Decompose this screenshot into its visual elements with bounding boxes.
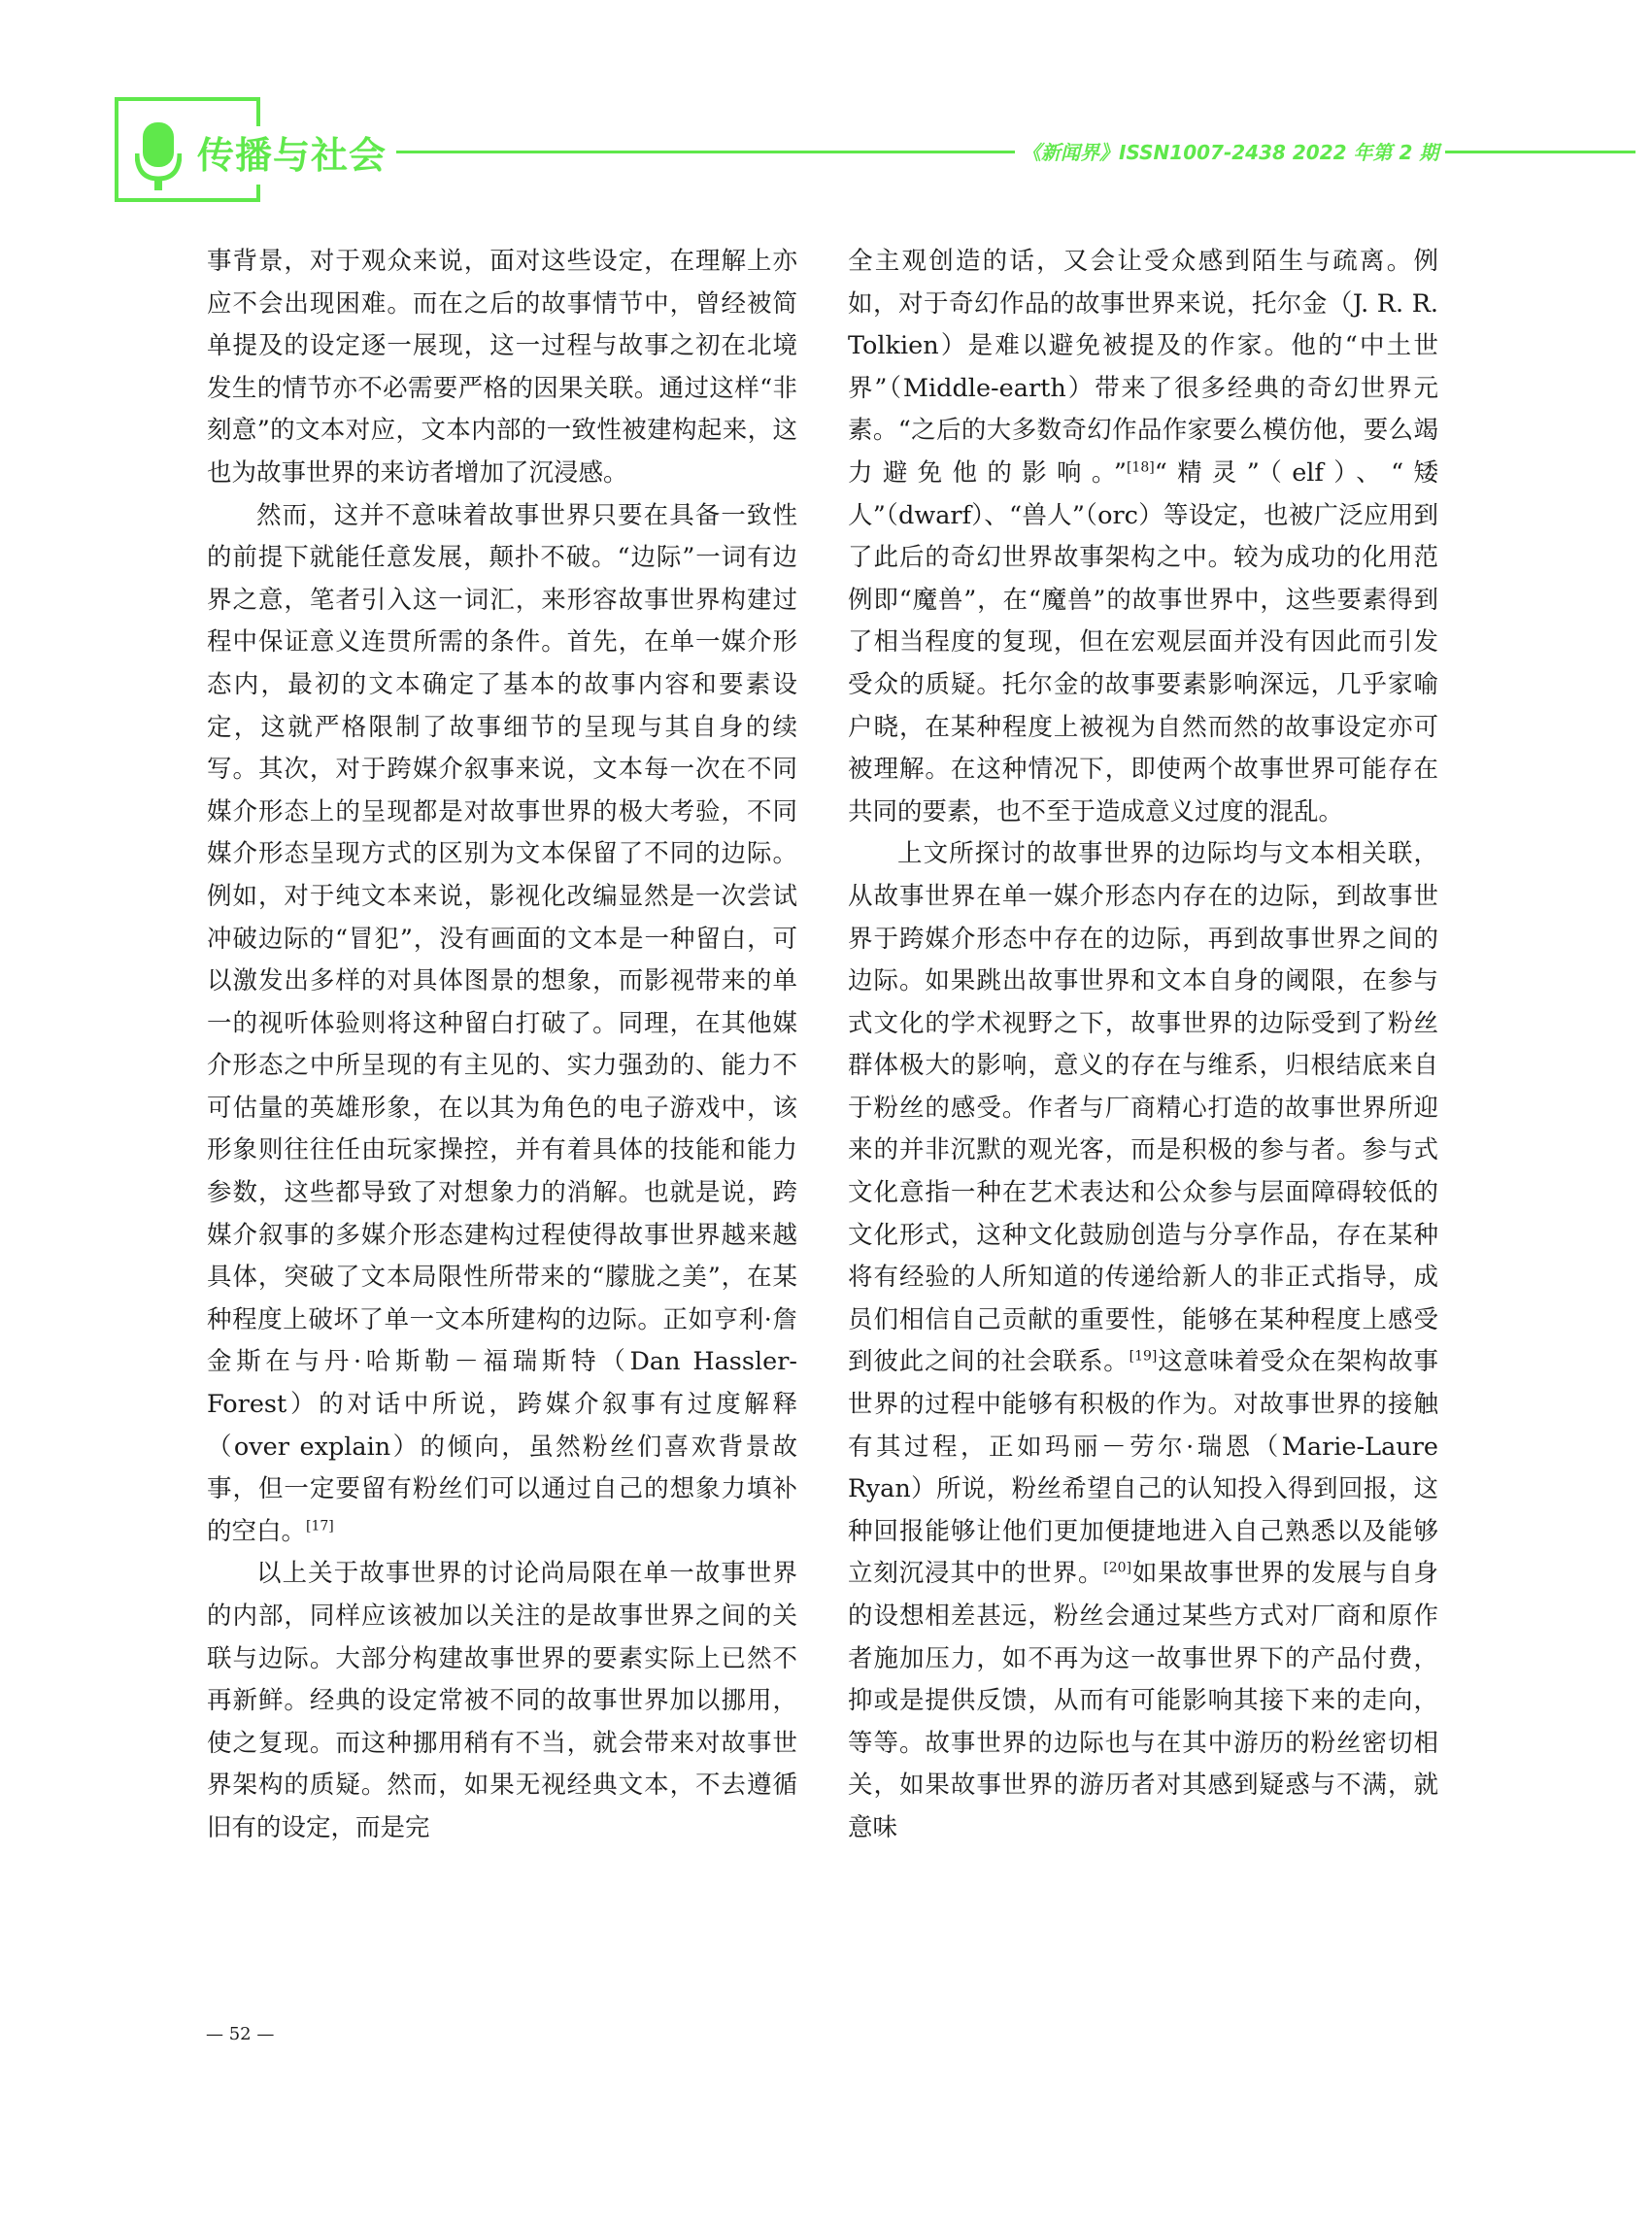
text-column-right (848, 241, 1438, 1850)
section-title: 传播与社会 (189, 126, 396, 185)
paragraph-text: 事背景，对于观众来说，面对这些设定，在理解上亦应不会出现困难。而在之后的故事情节中，曾经被简单提及的设定逐一展现，这一过程与故事之初在北境发生的情节亦不必需要严格的因果关联。通过这样“非刻意”的文本对应，文本内部的一致性被建构起来，这也为故事世界的来访者增加了沉浸感。 (207, 247, 797, 488)
paragraph (207, 495, 797, 1554)
paragraph-text: 以上关于故事世界的讨论尚局限在单一故事世界的内部，同样应该被加以关注的是故事世界之间的关联与边际。大部分构建故事世界的要素实际上已然不再新鲜。经典的设定常被不同的故事世界加以挪用，使之复现。而这种挪用稍有不当，就会带来对故事世界架构的质疑。然而，如果无视经典文本，不去遵循旧有的设定，而是完 (207, 1559, 797, 1842)
citation-ref: [20] (1103, 1560, 1132, 1576)
paragraph-text: 如果故事世界的发展与自身的设想相差甚远，粉丝会通过某些方式对厂商和原作者施加压力，如不再为这一故事世界下的产品付费，抑或是提供反馈，从而有可能影响其接下来的走向，等等。故事世界的边际也与在其中游历的粉丝密切相关，如果故事世界的游历者对其感到疑惑与不满，就意味 (848, 1559, 1438, 1842)
journal-info: 《新闻界》ISSN1007-2438 2022 年第 2 期 (1022, 141, 1439, 164)
paragraph (207, 1553, 797, 1849)
header-rule-right (1445, 151, 1635, 153)
paragraph-text: 上文所探讨的故事世界的边际均与文本相关联，从故事世界在单一媒介形态内存在的边际，到故事世界于跨媒介形态中存在的边际，再到故事世界之间的边际。如果跳出故事世界和文本自身的阈限，在参与式文化的学术视野之下，故事世界的边际受到了粉丝群体极大的影响，意义的存在与维系，归根结底来自于粉丝的感受。作者与厂商精心打造的故事世界所迎来的并非沉默的观光客，而是积极的参与者。参与式文化意指一种在艺术表达和公众参与层面障碍较低的文化形式，这种文化鼓励创造与分享作品，存在某种将有经验的人所知道的传递给新人的非正式指导，成员们相信自己贡献的重要性，能够在某种程度上感受到彼此之间的社会联系。 (848, 839, 1438, 1377)
paragraph (207, 241, 797, 495)
text-column-left (207, 241, 797, 1850)
citation-ref: [18] (1126, 459, 1155, 476)
paragraph (848, 241, 1438, 833)
paragraph-text: 这意味着受众在架构故事世界的过程中能够有积极的作为。对故事世界的接触有其过程，正如玛丽－劳尔·瑞恩（Marie-Laure Ryan）所说，粉丝希望自己的认知投入得到回报，这种回报能够让他们更加便捷地进入自己熟悉以及能够立刻沉浸其中的世界。 (848, 1347, 1438, 1589)
paragraph (848, 833, 1438, 1849)
paragraph-text: “精灵”（elf）、“矮人”（dwarf）、“兽人”（orc）等设定，也被广泛应用到了此后的奇幻世界故事架构之中。较为成功的化用范例即“魔兽”，在“魔兽”的故事世界中，这些要素得到了相当程度的复现，但在宏观层面并没有因此而引发受众的质疑。托尔金的故事要素影响深远，几乎家喻户晓，在某种程度上被视为自然而然的故事设定亦可被理解。在这种情况下，即使两个故事世界可能存在共同的要素，也不至于造成意义过度的混乱。 (848, 457, 1438, 826)
citation-ref: [19] (1129, 1348, 1158, 1365)
paragraph-text: 全主观创造的话，又会让受众感到陌生与疏离。例如，对于奇幻作品的故事世界来说，托尔金（J. R. R. Tolkien）是难以避免被提及的作家。他的“中土世界”（Middle-earth）带来了很多经典的奇幻世界元素。“之后的大多数奇幻作品作家要么模仿他，要么竭力避免他的影响。” (848, 247, 1438, 488)
citation-ref: [17] (306, 1518, 334, 1535)
paragraph-text: 然而，这并不意味着故事世界只要在具备一致性的前提下就能任意发展，颠扑不破。“边际”一词有边界之意，笔者引入这一词汇，来形容故事世界构建过程中保证意义连贯所需的条件。首先，在单一媒介形态内，最初的文本确定了基本的故事内容和要素设定，这就严格限制了故事细节的呈现与其自身的续写。其次，对于跨媒介叙事来说，文本每一次在不同媒介形态上的呈现都是对故事世界的极大考验，不同媒介形态呈现方式的区别为文本保留了不同的边际。例如，对于纯文本来说，影视化改编显然是一次尝试冲破边际的“冒犯”，没有画面的文本是一种留白，可以激发出多样的对具体图景的想象，而影视带来的单一的视听体验则将这种留白打破了。同理，在其他媒介形态之中所呈现的有主见的、实力强劲的、能力不可估量的英雄形象，在以其为角色的电子游戏中，该形象则往往任由玩家操控，并有着具体的技能和能力参数，这些都导致了对想象力的消解。也就是说，跨媒介叙事的多媒介形态建构过程使得故事世界越来越具体，突破了文本局限性所带来的“朦胧之美”，在某种程度上破坏了单一文本所建构的边际。正如亨利·詹金斯在与丹·哈斯勒－福瑞斯特（Dan Hassler-Forest）的对话中所说，跨媒介叙事有过度解释（over explain）的倾向，虽然粉丝们喜欢背景故事，但一定要留有粉丝们可以通过自己的想象力填补的空白。 (207, 500, 797, 1546)
microphone-icon (135, 118, 182, 194)
header-rule-left (384, 151, 1015, 153)
page-number: — 52 — (206, 2024, 275, 2044)
